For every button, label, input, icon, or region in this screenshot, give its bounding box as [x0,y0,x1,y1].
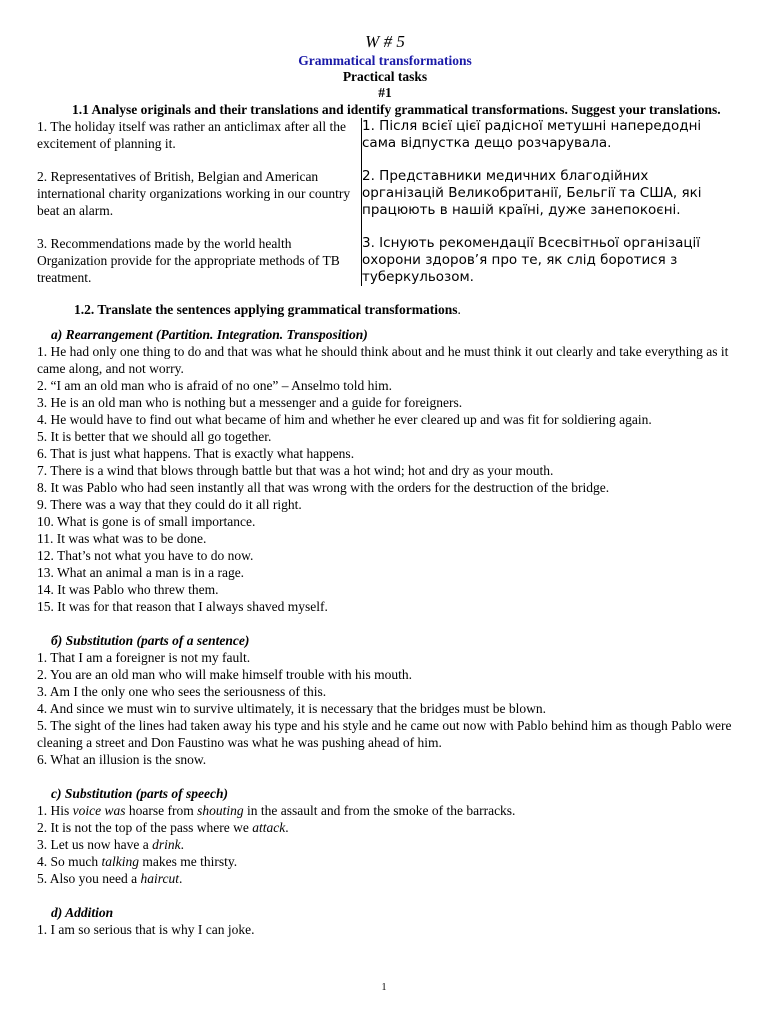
list-item: 1. He had only one thing to do and that was what he should think about and he must think it out clearly and take everything as it came along, and not worry. [37,344,729,376]
list-item: 15. It was for that reason that I always shaved myself. [37,599,328,614]
list-item: 9. There was a way that they could do it all right. [37,497,302,512]
list-item: 11. It was what was to be done. [37,531,207,546]
task-1-2-heading-end: . [457,302,461,317]
section-a-title: a) Rearrangement (Partition. Integration. Transposition) [51,327,368,342]
list-item: 10. What is gone is of small importance. [37,514,256,529]
translation-text: 3. Існують рекомендації Всесвітньої організації охорони здоров’я про те, як слід боротися з туберкульозом. [362,235,734,286]
translation-text: 1. Після всієї цієї радісної метушні напередодні сама відпустка дещо розчарувала. [362,118,734,152]
list-item: 5. The sight of the lines had taken away his type and his style and he came out now with Pablo behind him as though Pablo were cleaning a street and Don Faustino was what he was pushing ahead of him. [37,718,732,750]
list-item: 4. So much talking makes me thirsty. [37,854,238,869]
list-item: 13. What an animal a man is in a rage. [37,565,245,580]
doc-title: Grammatical transformations [298,53,472,68]
section-d-list [37,921,733,938]
translation-row [37,168,733,219]
document-page [37,30,733,938]
list-item: 1. That I am a foreigner is not my fault. [37,650,251,665]
list-item: 5. Also you need a haircut. [37,871,183,886]
translation-text: 2. Представники медичних благодійних організацій Великобританії, Бельгії та США, які працюють в нашій країні, дуже занепокоєні. [362,168,734,219]
list-item: 2. It is not the top of the pass where we attack. [37,820,289,835]
task-number: #1 [378,85,392,100]
page-number: 1 [381,982,387,993]
list-item: 8. It was Pablo who had seen instantly all that was wrong with the orders for the destruction of the bridge. [37,480,610,495]
list-item: 3. Am I the only one who sees the seriousness of this. [37,684,327,699]
task-1-2-heading-text: 1.2. Translate the sentences applying grammatical transformations [74,302,458,317]
list-item: 4. And since we must win to survive ultimately, it is necessary that the bridges must be blown. [37,701,547,716]
task-1-1-heading: 1.1 Analyse originals and their translations and identify grammatical transformations. Suggest your translations. [72,102,721,117]
section-b-title: б) Substitution (parts of a sentence) [51,633,250,648]
list-item: 6. What an illusion is the snow. [37,752,207,767]
list-item: 4. He would have to find out what became of him and whether he ever cleared up and was fit for soldiering again. [37,412,652,427]
section-d-title: d) Addition [51,905,114,920]
original-text: 1. The holiday itself was rather an anticlimax after all the excitement of planning it. [37,119,347,151]
section-a-list [37,343,733,615]
section-c-list [37,802,733,887]
original-text: 2. Representatives of British, Belgian and American international charity organizations working in our country beat an alarm. [37,169,351,218]
doc-subtitle: Practical tasks [342,69,428,84]
list-item: 1. His voice was hoarse from shouting in the assault and from the smoke of the barracks. [37,803,516,818]
list-item: 6. That is just what happens. That is exactly what happens. [37,446,355,461]
task-1-2-heading [37,301,733,318]
list-item: 2. You are an old man who will make himself trouble with his mouth. [37,667,412,682]
doc-code: W # 5 [365,32,405,51]
section-c-title: c) Substitution (parts of speech) [51,786,229,801]
section-b-list [37,649,733,768]
translation-table [37,118,733,286]
list-item: 1. I am so serious that is why I can joke. [37,922,255,937]
list-item: 7. There is a wind that blows through battle but that was a hot wind; hot and dry as your mouth. [37,463,554,478]
list-item: 5. It is better that we should all go together. [37,429,272,444]
list-item: 12. That’s not what you have to do now. [37,548,254,563]
list-item: 3. He is an old man who is nothing but a messenger and a guide for foreigners. [37,395,463,410]
list-item: 2. “I am an old man who is afraid of no one” – Anselmo told him. [37,378,393,393]
translation-row [37,118,733,152]
list-item: 14. It was Pablo who threw them. [37,582,219,597]
list-item: 3. Let us now have a drink. [37,837,184,852]
translation-row [37,235,733,286]
original-text: 3. Recommendations made by the world health Organization provide for the appropriate methods of TB treatment. [37,236,340,285]
